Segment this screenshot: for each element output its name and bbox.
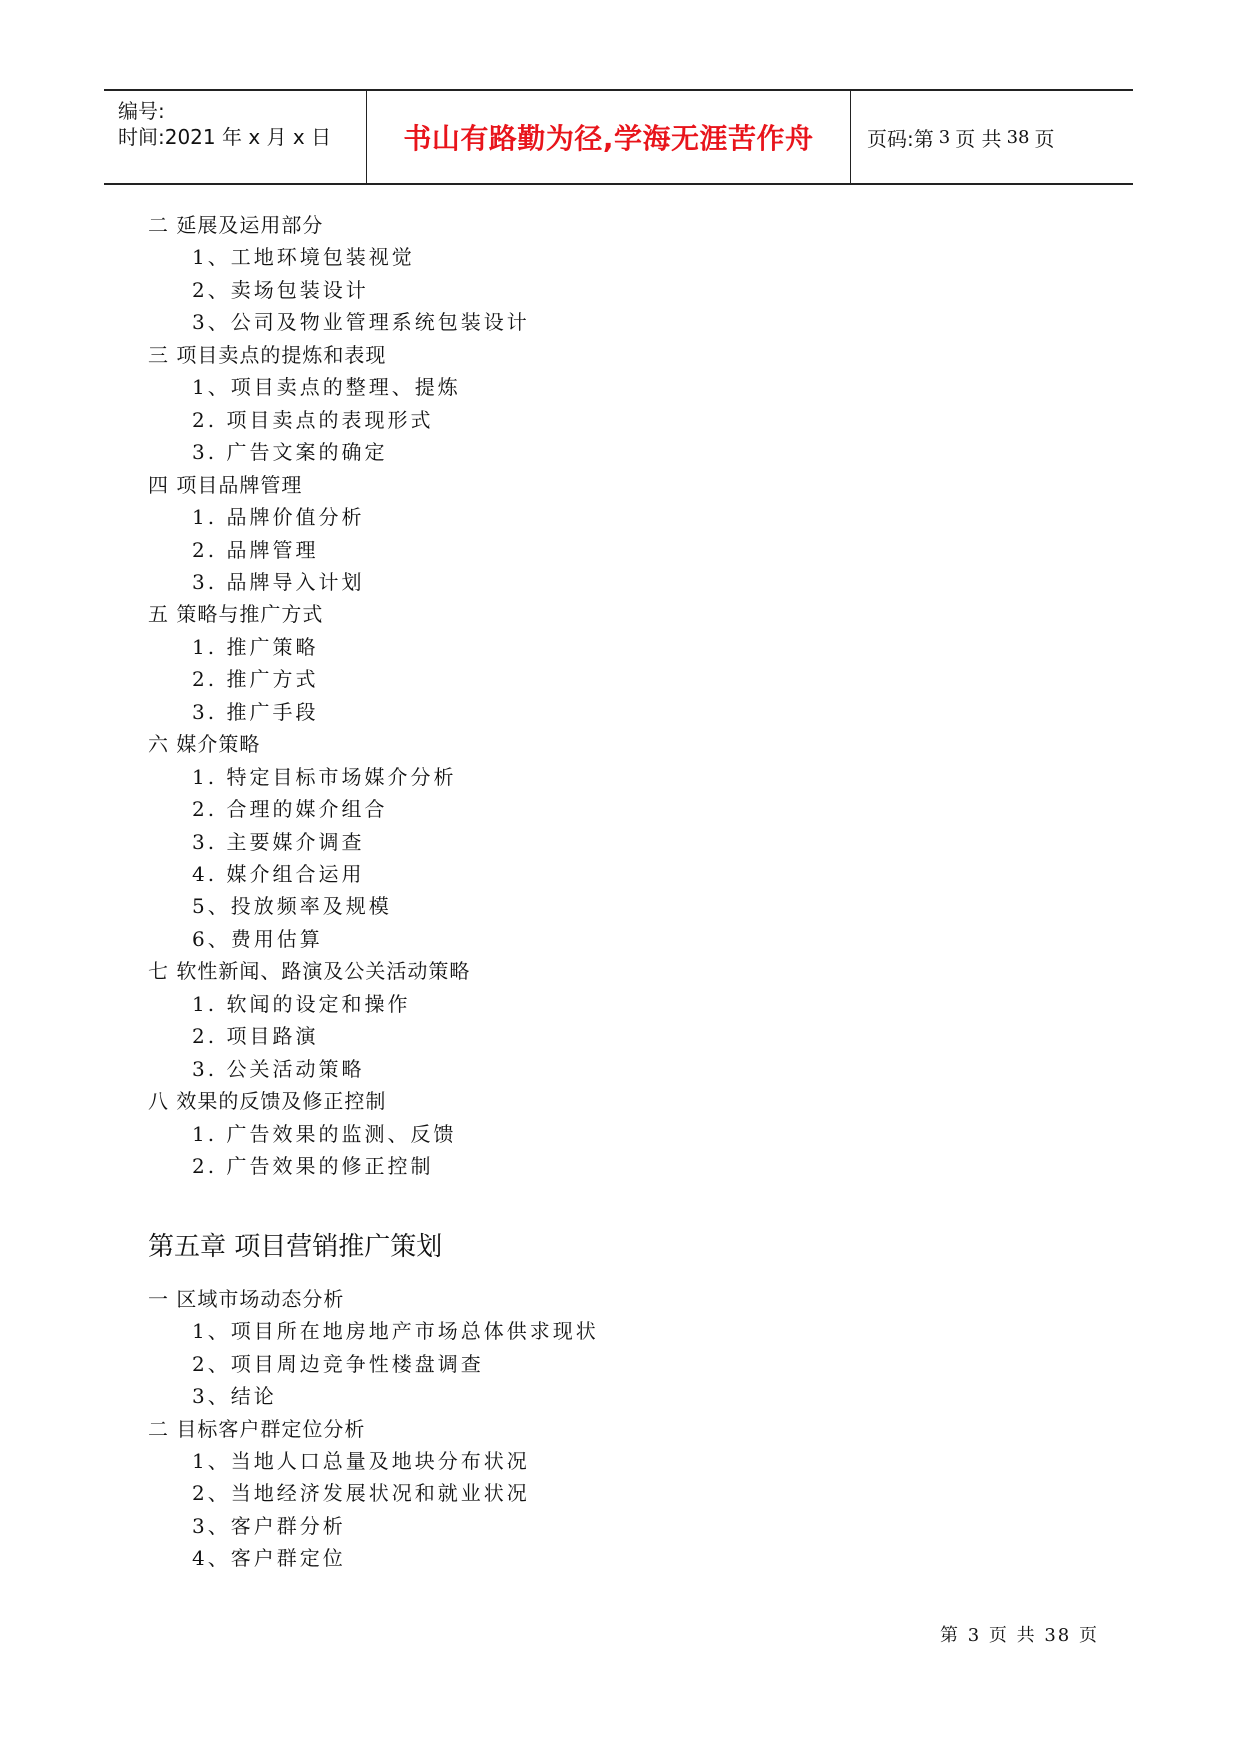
outline-heading: 二 目标客户群定位分析 [148, 1416, 366, 1441]
outline-heading: 七 软性新闻、路演及公关活动策略 [148, 959, 471, 984]
outline-item: 3、公司及物业管理系统包装设计 [192, 310, 530, 335]
outline-item: 3. 推广手段 [192, 699, 319, 724]
outline-item: 1、项目所在地房地产市场总体供求现状 [192, 1319, 599, 1344]
outline-item: 1. 推广策略 [192, 634, 319, 659]
outline-item: 3. 广告文案的确定 [192, 440, 388, 465]
header-motto: 书山有路勤为径,学海无涯苦作舟 [403, 122, 814, 155]
outline-heading: 八 效果的反馈及修正控制 [148, 1089, 387, 1114]
page-suffix: 页 [1034, 126, 1055, 151]
header-meta [104, 91, 367, 183]
outline-heading: 一 区域市场动态分析 [148, 1287, 345, 1311]
outline-item: 1. 广告效果的监测、反馈 [192, 1121, 457, 1146]
outline-item: 5、投放频率及规模 [192, 894, 392, 919]
outline-item: 2. 项目卖点的表现形式 [192, 407, 434, 432]
outline-item: 4. 媒介组合运用 [192, 862, 365, 886]
doc-number-label: 编号: [118, 99, 165, 123]
outline-item: 2、卖场包装设计 [192, 277, 369, 302]
outline-item: 6、费用估算 [192, 926, 323, 951]
outline-item: 1. 品牌价值分析 [192, 505, 365, 530]
outline-item: 2. 合理的媒介组合 [192, 797, 388, 822]
outline-item: 1、项目卖点的整理、提炼 [192, 375, 461, 400]
outline-item: 2. 广告效果的修正控制 [192, 1154, 434, 1179]
outline-item: 4、客户群定位 [192, 1546, 346, 1571]
page-number: 3 [938, 126, 951, 148]
outline-item: 2. 品牌管理 [192, 537, 319, 562]
doc-time: 时间:2021 年 x 月 x 日 [118, 125, 332, 149]
outline-item: 3、结论 [192, 1384, 277, 1409]
outline-item: 2、项目周边竞争性楼盘调查 [192, 1351, 484, 1376]
header-page-info [851, 91, 1133, 183]
outline-item: 3. 品牌导入计划 [192, 569, 365, 594]
chapter-title: 第五章 项目营销推广策划 [148, 1232, 443, 1262]
outline-item: 1. 特定目标市场媒介分析 [192, 764, 457, 789]
outline-item: 3、客户群分析 [192, 1513, 346, 1538]
outline-item: 3. 主要媒介调查 [192, 829, 365, 854]
page-header [104, 89, 1133, 185]
outline-item: 1、当地人口总量及地块分布状况 [192, 1449, 530, 1473]
outline-item: 1、工地环境包装视觉 [192, 245, 415, 270]
page-footer: 第 3 页 共 38 页 [940, 1625, 1099, 1646]
page-total: 38 [1006, 126, 1030, 148]
outline-heading: 三 项目卖点的提炼和表现 [148, 342, 387, 367]
outline-heading: 五 策略与推广方式 [148, 602, 324, 627]
outline-item: 2. 推广方式 [192, 667, 319, 692]
outline-heading: 二 延展及运用部分 [148, 213, 324, 237]
outline-item: 3. 公关活动策略 [192, 1056, 365, 1081]
outline-heading: 四 项目品牌管理 [148, 472, 303, 497]
header-motto-cell [367, 91, 851, 183]
outline-item: 2、当地经济发展状况和就业状况 [192, 1481, 530, 1506]
page-prefix: 页码:第 [867, 126, 934, 151]
outline-item: 1. 软闻的设定和操作 [192, 991, 411, 1016]
page-mid: 页 共 [955, 126, 1002, 151]
outline-heading: 六 媒介策略 [148, 732, 261, 757]
outline-item: 2. 项目路演 [192, 1024, 319, 1049]
